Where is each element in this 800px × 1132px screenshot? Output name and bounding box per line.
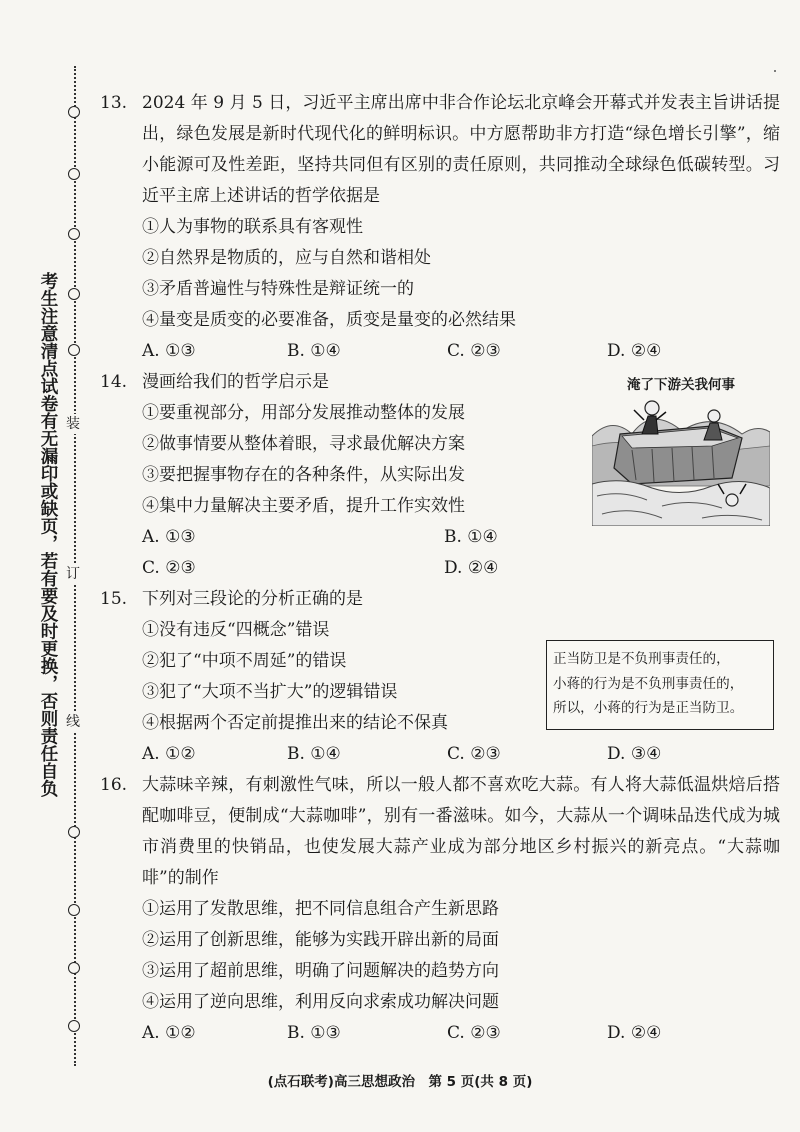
binding-ring xyxy=(68,106,80,118)
syllogism-line: 所以，小蒋的行为是正当防卫。 xyxy=(553,700,744,716)
option-statement: ①人为事物的联系具有客观性 xyxy=(142,217,363,237)
syllogism-line: 小蒋的行为是不负刑事责任的， xyxy=(553,675,744,692)
option-statement: ③矛盾普遍性与特殊性是辩证统一的 xyxy=(142,279,414,299)
answer-choice-b[interactable]: B. ①③ xyxy=(287,1023,341,1043)
answer-choice-a[interactable]: A. ①③ xyxy=(142,527,196,547)
binding-ring xyxy=(68,904,80,916)
binding-mark-ding: 订 xyxy=(66,566,80,582)
answer-choice-b[interactable]: B. ①④ xyxy=(287,744,341,764)
option-statement: ①要重视部分，用部分发展推动整体的发展 xyxy=(142,403,465,423)
answer-choice-c[interactable]: C. ②③ xyxy=(447,341,501,361)
option-statement: ④量变是质变的必要准备，质变是量变的必然结果 xyxy=(142,310,516,330)
answer-choice-c[interactable]: C. ②③ xyxy=(447,744,501,764)
option-statement: ③要把握事物存在的各种条件，从实际出发 xyxy=(142,465,465,485)
answer-choice-b[interactable]: B. ①④ xyxy=(444,527,498,547)
cartoon-caption: 淹了下游关我何事 xyxy=(627,377,735,393)
answer-choice-d[interactable]: D. ②④ xyxy=(607,341,662,361)
question-stem: 大蒜味辛辣，有刺激性气味，所以一般人都不喜欢吃大蒜。有人将大蒜低温烘焙后搭配咖啡豆，便制成“大蒜咖啡”，别有一番滋味。如今，大蒜从一个调味品迭代成为城市消费里的快销品，也使发展大蒜产业成为部分地区乡村振兴的新亮点。“大蒜咖啡”的制作 xyxy=(142,775,780,888)
scan-dot xyxy=(774,70,776,72)
answer-choices xyxy=(142,1018,780,1049)
option-statement: ③犯了“大项不当扩大”的逻辑错误 xyxy=(142,682,398,702)
question-13 xyxy=(100,88,780,367)
binding-ring xyxy=(68,344,80,356)
option-statement: ②运用了创新思维，能够为实践开辟出新的局面 xyxy=(142,930,499,950)
answer-choice-c[interactable]: C. ②③ xyxy=(447,1023,501,1043)
answer-choice-a[interactable]: A. ①② xyxy=(142,744,196,764)
answer-choice-a[interactable]: A. ①② xyxy=(142,1023,196,1043)
answer-choice-d[interactable]: D. ②④ xyxy=(607,1023,662,1043)
question-number: 14. xyxy=(100,372,128,392)
option-statement: ④集中力量解决主要矛盾，提升工作实效性 xyxy=(142,496,465,516)
question-content xyxy=(100,88,780,1049)
option-statement: ②犯了“中项不周延”的错误 xyxy=(142,651,347,671)
binding-notice: 考生注意清点试卷有无漏印或缺页，若有要及时更换，否则责任自负 xyxy=(38,272,58,797)
answer-choices xyxy=(142,336,780,367)
question-number: 16. xyxy=(100,775,128,795)
binding-mark-zhuang: 装 xyxy=(66,416,80,432)
answer-choice-b[interactable]: B. ①④ xyxy=(287,341,341,361)
answer-choice-a[interactable]: A. ①③ xyxy=(142,341,196,361)
binding-ring xyxy=(68,962,80,974)
option-statement: ①没有违反“四概念”错误 xyxy=(142,620,330,640)
answer-choices xyxy=(142,522,780,553)
syllogism-line: 正当防卫是不负刑事责任的， xyxy=(553,651,730,667)
option-statement: ②做事情要从整体着眼，寻求最优解决方案 xyxy=(142,434,465,454)
answer-choice-c[interactable]: C. ②③ xyxy=(142,558,196,578)
question-number: 13. xyxy=(100,93,128,113)
question-stem: 下列对三段论的分析正确的是 xyxy=(142,589,363,609)
binding-ring xyxy=(68,288,80,300)
answer-choices xyxy=(142,553,780,584)
binding-ring xyxy=(68,228,80,240)
binding-ring xyxy=(68,826,80,838)
cartoon-drawing xyxy=(592,376,770,526)
option-statement: ③运用了超前思维，明确了问题解决的趋势方向 xyxy=(142,961,499,981)
option-statement: ①运用了发散思维，把不同信息组合产生新思路 xyxy=(142,899,499,919)
answer-choice-d[interactable]: D. ②④ xyxy=(444,558,499,578)
question-16 xyxy=(100,770,780,1049)
answer-choice-d[interactable]: D. ③④ xyxy=(607,744,662,764)
option-statement: ④运用了逆向思维，利用反向求索成功解决问题 xyxy=(142,992,499,1012)
binding-mark-xian: 线 xyxy=(66,714,80,730)
question-stem: 漫画给我们的哲学启示是 xyxy=(142,372,329,392)
answer-choices xyxy=(142,739,780,770)
question-number: 15. xyxy=(100,589,128,609)
page-footer: (点石联考)高三思想政治 第 5 页(共 8 页) xyxy=(267,1074,533,1090)
binding-ring xyxy=(68,1020,80,1032)
syllogism-box xyxy=(546,640,774,730)
option-statement: ②自然界是物质的，应与自然和谐相处 xyxy=(142,248,431,268)
option-statement: ④根据两个否定前提推出来的结论不保真 xyxy=(142,713,448,733)
cartoon-illustration xyxy=(592,376,770,526)
question-stem: 2024 年 9 月 5 日，习近平主席出席中非合作论坛北京峰会开幕式并发表主旨讲话提出，绿色发展是新时代现代化的鲜明标识。中方愿帮助非方打造“绿色增长引擎”，缩小能源可及性差距，坚持共同但有区别的责任原则，共同推动全球绿色低碳转型。习近平主席上述讲话的哲学依据是 xyxy=(142,93,780,206)
binding-ring xyxy=(68,168,80,180)
